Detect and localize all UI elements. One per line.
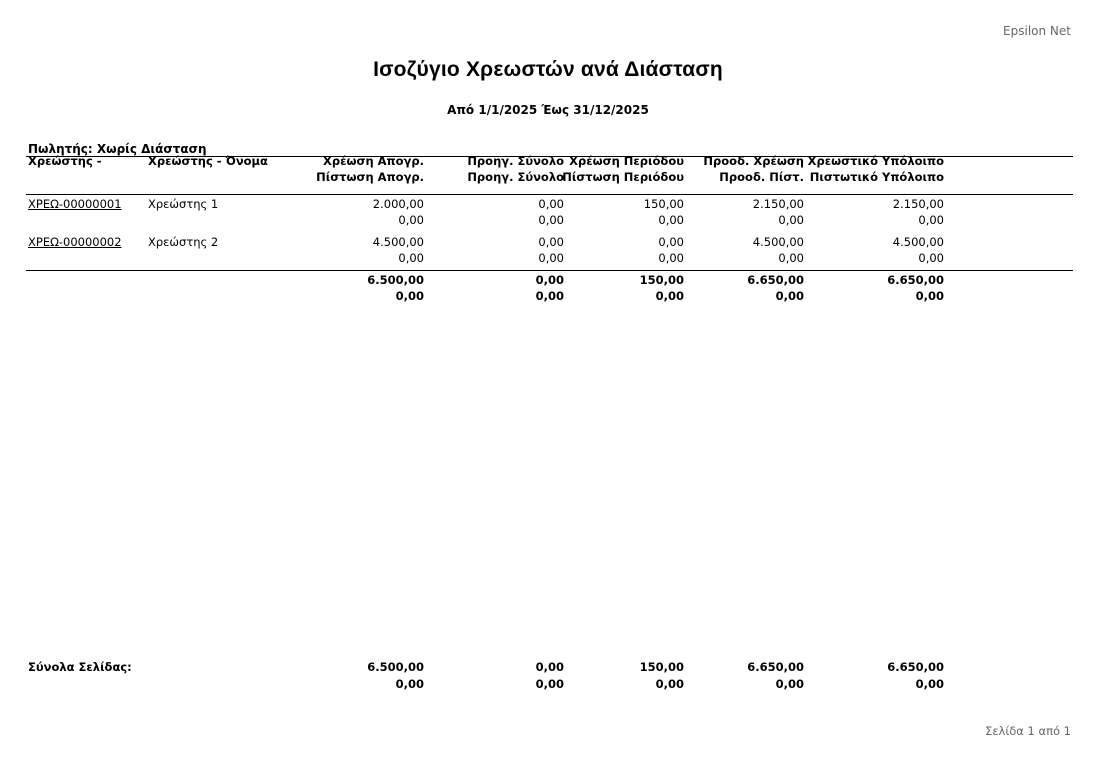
group-total-period-credit: 0,00 bbox=[655, 289, 684, 303]
page-total-previous-credit: 0,00 bbox=[535, 677, 564, 691]
period-debit-value: 150,00 bbox=[643, 197, 684, 211]
page-total-period-credit: 0,00 bbox=[655, 677, 684, 691]
column-header-cumulative-credit: Προοδ. Πίστ. bbox=[719, 170, 804, 184]
group-total-previous: 0,00 bbox=[535, 273, 564, 287]
totals-divider bbox=[26, 270, 1073, 271]
report-title: Ισοζύγιο Χρεωστών ανά Διάσταση bbox=[373, 58, 723, 81]
column-header-debit-balance: Χρεωστικό Υπόλοιπο bbox=[807, 154, 944, 168]
group-total-cumulative-credit: 0,00 bbox=[775, 289, 804, 303]
period-credit-value: 0,00 bbox=[658, 251, 684, 265]
column-header-credit-balance: Πιστωτικό Υπόλοιπο bbox=[809, 170, 944, 184]
cumulative-credit-value: 0,00 bbox=[778, 251, 804, 265]
column-header-opening-debit: Χρέωση Απογρ. bbox=[323, 154, 424, 168]
cumulative-credit-value: 0,00 bbox=[778, 213, 804, 227]
opening-credit-value: 0,00 bbox=[398, 251, 424, 265]
group-total-credit-balance: 0,00 bbox=[915, 289, 944, 303]
period-credit-value: 0,00 bbox=[658, 213, 684, 227]
column-header-period-credit: Πίστωση Περιόδου bbox=[562, 170, 684, 184]
group-total-previous-credit: 0,00 bbox=[535, 289, 564, 303]
page-total-debit-balance: 6.650,00 bbox=[887, 660, 944, 674]
previous-total-value: 0,00 bbox=[538, 235, 564, 249]
cumulative-debit-value: 4.500,00 bbox=[752, 235, 804, 249]
page-number: Σελίδα 1 από 1 bbox=[985, 724, 1071, 738]
column-header-previous-total-debit: Προηγ. Σύνολο bbox=[467, 154, 564, 168]
group-total-opening-credit: 0,00 bbox=[395, 289, 424, 303]
page-total-credit-balance: 0,00 bbox=[915, 677, 944, 691]
page-total-cumulative-credit: 0,00 bbox=[775, 677, 804, 691]
group-total-debit-balance: 6.650,00 bbox=[887, 273, 944, 287]
credit-balance-value: 0,00 bbox=[918, 213, 944, 227]
page-total-opening-credit: 0,00 bbox=[395, 677, 424, 691]
debit-balance-value: 2.150,00 bbox=[892, 197, 944, 211]
group-total-cumulative-debit: 6.650,00 bbox=[747, 273, 804, 287]
column-header-period-debit: Χρέωση Περιόδου bbox=[569, 154, 684, 168]
debtor-code-link[interactable]: ΧΡΕΩ-00000002 bbox=[28, 235, 122, 249]
page-total-cumulative-debit: 6.650,00 bbox=[747, 660, 804, 674]
previous-total-value: 0,00 bbox=[538, 251, 564, 265]
period-debit-value: 0,00 bbox=[658, 235, 684, 249]
page-total-opening-debit: 6.500,00 bbox=[367, 660, 424, 674]
previous-total-value: 0,00 bbox=[538, 197, 564, 211]
debtor-code-link[interactable]: ΧΡΕΩ-00000001 bbox=[28, 197, 122, 211]
opening-credit-value: 0,00 bbox=[398, 213, 424, 227]
column-header-name: Χρεώστης - Όνομα bbox=[148, 154, 268, 168]
page-totals-label: Σύνολα Σελίδας: bbox=[28, 660, 132, 674]
group-header: Πωλητής: Χωρίς Διάσταση bbox=[28, 142, 207, 156]
column-header-cumulative-debit: Προοδ. Χρέωση bbox=[703, 154, 804, 168]
page-total-period-debit: 150,00 bbox=[639, 660, 684, 674]
cumulative-debit-value: 2.150,00 bbox=[752, 197, 804, 211]
opening-debit-value: 2.000,00 bbox=[372, 197, 424, 211]
column-header-code: Χρεώστης - bbox=[28, 154, 102, 168]
header-bottom-divider bbox=[26, 194, 1073, 195]
group-total-period-debit: 150,00 bbox=[639, 273, 684, 287]
brand-label: Epsilon Net bbox=[1003, 24, 1071, 38]
opening-debit-value: 4.500,00 bbox=[372, 235, 424, 249]
column-header-previous-total-credit: Προηγ. Σύνολο bbox=[467, 170, 564, 184]
report-period: Από 1/1/2025 Έως 31/12/2025 bbox=[447, 103, 649, 117]
column-header-opening-credit: Πίστωση Απογρ. bbox=[316, 170, 424, 184]
debtor-name: Χρεώστης 1 bbox=[148, 197, 219, 211]
previous-total-value: 0,00 bbox=[538, 213, 564, 227]
debtor-name: Χρεώστης 2 bbox=[148, 235, 219, 249]
page-total-previous: 0,00 bbox=[535, 660, 564, 674]
debit-balance-value: 4.500,00 bbox=[892, 235, 944, 249]
group-total-opening-debit: 6.500,00 bbox=[367, 273, 424, 287]
credit-balance-value: 0,00 bbox=[918, 251, 944, 265]
